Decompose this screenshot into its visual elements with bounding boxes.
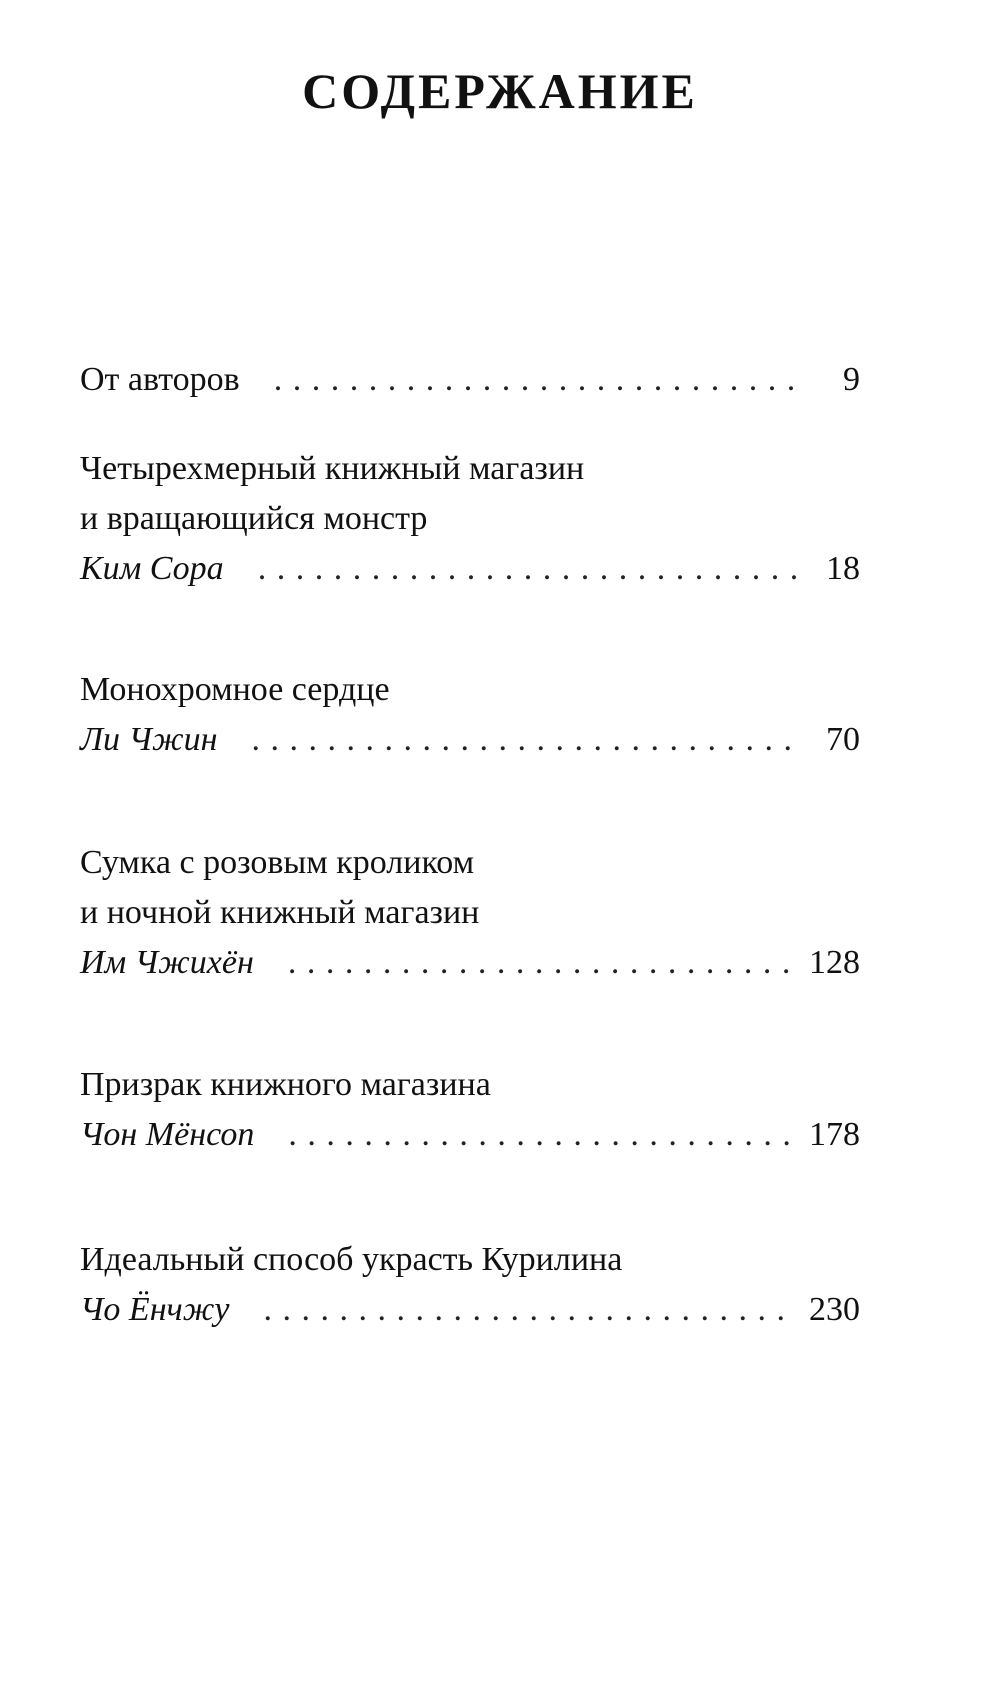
toc-author-row xyxy=(80,544,860,594)
entry-author: Ли Чжин xyxy=(80,721,218,758)
dot-leader xyxy=(251,715,802,765)
page-number: 128 xyxy=(809,944,860,981)
dot-leader xyxy=(264,1285,792,1335)
page-number: 70 xyxy=(826,721,860,758)
dot-leader xyxy=(288,1110,791,1160)
entry-author: Чон Мёнсоп xyxy=(80,1116,255,1153)
dot-leader xyxy=(258,544,802,594)
toc-author-row xyxy=(80,1110,860,1160)
entry-title-line: и ночной книжный магазин xyxy=(80,894,480,931)
toc-entry xyxy=(80,355,860,405)
toc-author-row xyxy=(80,938,860,988)
toc-entry xyxy=(80,838,860,988)
entry-author: Ким Сора xyxy=(80,550,224,587)
entry-title: От авторов xyxy=(80,361,240,398)
entry-title-line: и вращающийся монстр xyxy=(80,500,428,537)
toc-entry xyxy=(80,444,860,594)
toc-entry xyxy=(80,665,860,765)
page-title: СОДЕРЖАНИЕ xyxy=(302,63,698,119)
entry-author: Им Чжихён xyxy=(80,944,254,981)
page-number: 18 xyxy=(826,550,860,587)
page-number: 9 xyxy=(843,361,860,398)
entry-title-line: Четырехмерный книжный магазин xyxy=(80,450,585,487)
entry-author: Чо Ёнчжу xyxy=(80,1291,230,1328)
toc-author-row xyxy=(80,1285,860,1335)
page-number: 178 xyxy=(809,1116,860,1153)
entry-title-line: Идеальный способ украсть Курилина xyxy=(80,1241,623,1278)
page-number: 230 xyxy=(809,1291,860,1328)
entry-title-line: Призрак книжного магазина xyxy=(80,1066,491,1103)
entry-title-line: Монохромное сердце xyxy=(80,671,390,708)
toc-entry xyxy=(80,1060,860,1160)
entry-title-line: Сумка с розовым кроликом xyxy=(80,844,475,881)
toc-entry xyxy=(80,1235,860,1335)
dot-leader xyxy=(288,938,791,988)
toc-author-row xyxy=(80,715,860,765)
toc-entry-row xyxy=(80,355,860,405)
dot-leader xyxy=(274,355,802,405)
